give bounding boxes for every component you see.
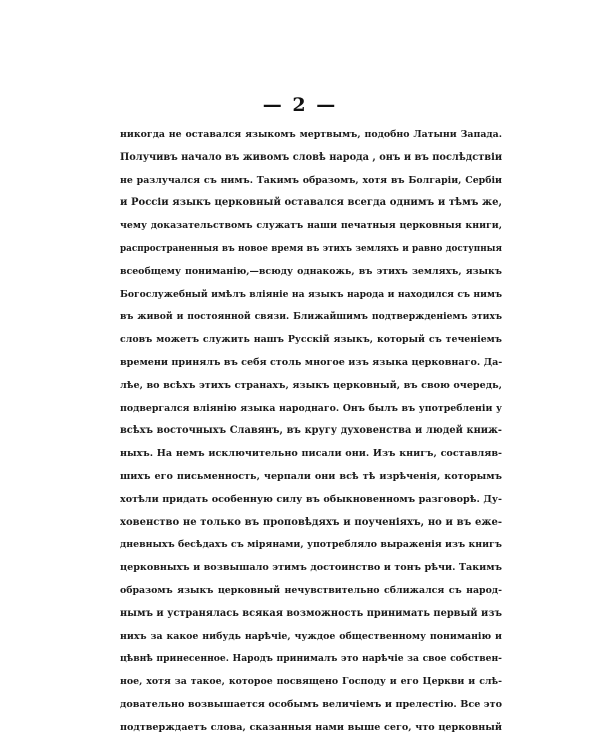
text-line: подвергался вліянію языка народнаго. Онъ былъ въ употребленіи у [120, 402, 502, 414]
text-line: лѣе, во всѣхъ этихъ странахъ, языкъ церковный, въ свою очередь, [120, 379, 502, 391]
text-line: дневныхъ бесѣдахъ съ мірянами, употребляло выраженія изъ книгъ [120, 539, 502, 551]
text-line: всеобщему пониманію,—всюду однакожь, въ этихъ земляхъ, языкъ [120, 265, 502, 277]
text-line: никогда не оставался языкомъ мертвымъ, подобно Латыни Запада. [120, 129, 502, 140]
text-line: распространенныя въ новое время въ этихъ земляхъ и равно доступныя [120, 243, 502, 254]
text-line: словъ можетъ служить нашъ Русскій языкъ, который съ теченіемъ [120, 334, 502, 346]
text-line: шихъ его письменность, черпали они всѣ тѣ изрѣченія, которымъ [120, 470, 502, 482]
text-line: Получивъ начало въ живомъ словѣ народа , онъ и въ послѣдствіи [120, 151, 502, 163]
text-line: не разлучался съ нимъ. Такимъ образомъ, хотя въ Болгаріи, Сербіи [120, 174, 502, 186]
page-number: — 2 — [262, 94, 338, 116]
text-line: довательно возвышается особымъ величіемъ и прелестію. Все это [120, 698, 502, 710]
text-line: чему доказательствомъ служатъ наши печатныя церковныя книги, [120, 220, 502, 232]
text-line: цѣвнѣ принесенное. Народъ принималъ это нарѣчіе за свое собствен- [120, 653, 502, 665]
text-line: ховенство не только въ проповѣдяхъ и поученіяхъ, но и въ ежe- [120, 516, 502, 528]
text-line: хотѣли придать особенную силу въ обыкновенномъ разговорѣ. Ду- [120, 493, 502, 505]
text-line: церковныхъ и возвышало этимъ достоинство и тонъ рѣчи. Такимъ [120, 562, 502, 574]
text-line: и Россіи языкъ церковный оставался всегда однимъ и тѣмъ же, [120, 197, 502, 209]
text-line: ныхъ. На немъ исключительно писали они. Изъ книгъ, составляв- [120, 448, 502, 460]
text-line: въ живой и постоянной связи. Ближайшимъ подтвержденіемъ этихъ [120, 311, 502, 323]
text-line: всѣхъ восточныхъ Славянъ, въ кругу духовенства и людей книж- [120, 425, 502, 437]
text-line: нихъ за какое нибудь нарѣчіе, чуждое общественному пониманію и [120, 630, 502, 642]
text-line: образомъ языкъ церковный нечувствительно сближался съ народ- [120, 584, 502, 596]
body-text [120, 124, 502, 740]
text-line: Богослужебный имѣлъ вліяніе на языкъ народа и находился съ нимъ [120, 288, 502, 300]
text-line: подтверждаетъ слова, сказанныя нами выше сего, что церковный [120, 721, 502, 733]
text-line: нымъ и устранялась всякая возможность принимать первый изъ [120, 607, 502, 619]
text-line: ное, хотя за такое, которое посвящено Господу и его Церкви и слѣ- [120, 676, 502, 688]
text-line: времени принялъ въ себя столь многое изъ языка церковнаго. Да- [120, 356, 502, 368]
